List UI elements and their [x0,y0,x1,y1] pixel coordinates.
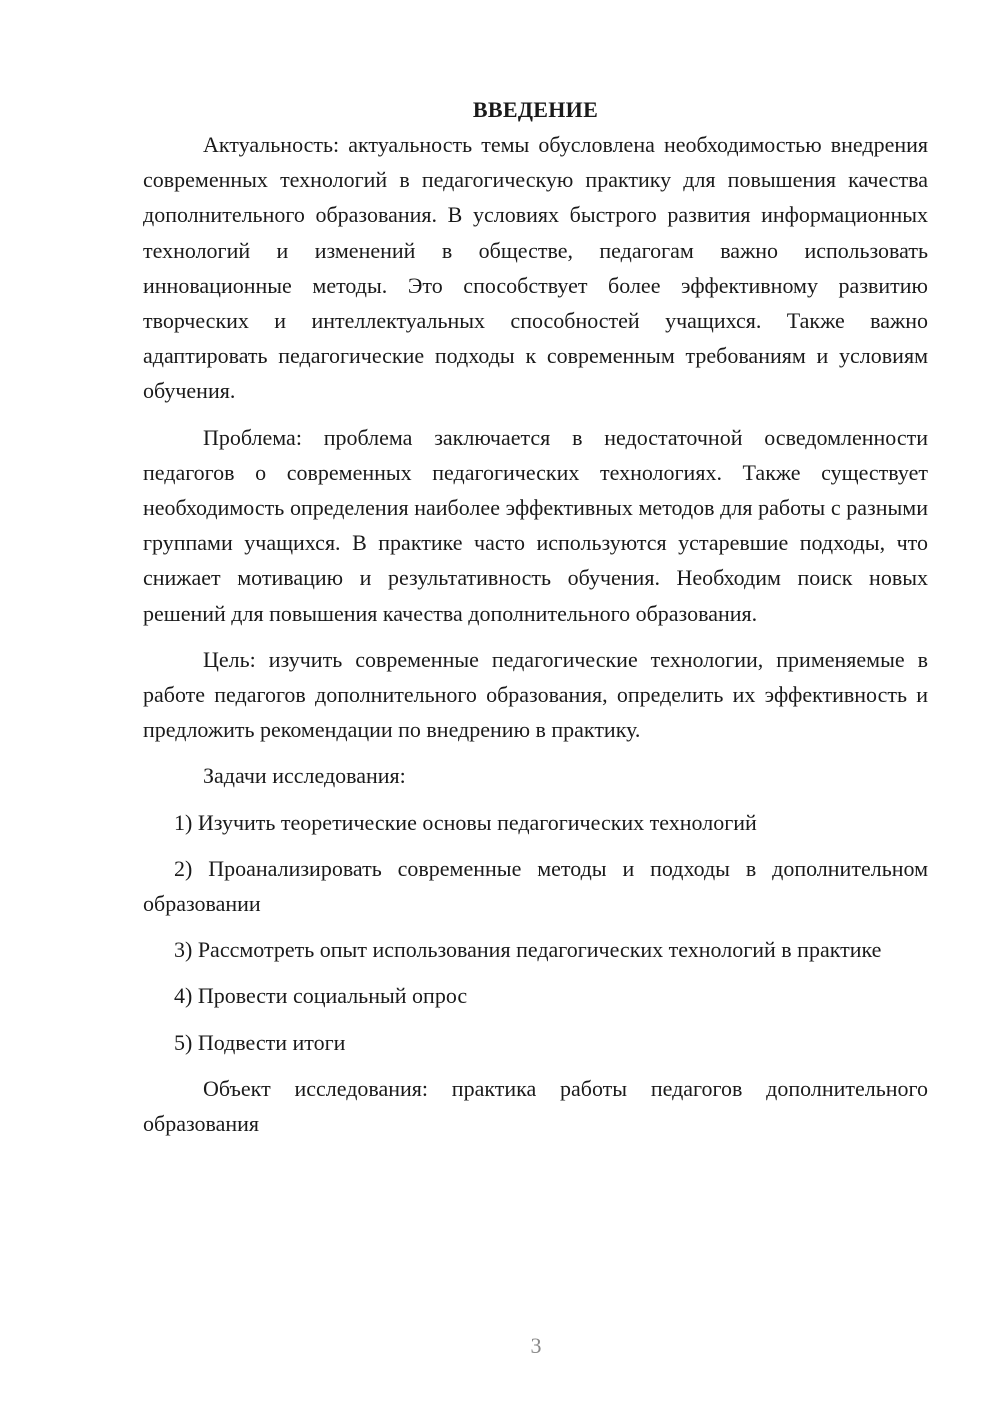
paragraph-goal: Цель: изучить современные педагогические технологии, применяемые в работе педагогов дополнительного образования, определить их эффективность и предложить рекомендации по внедрению в практику. [143,646,928,743]
paragraph-problem: Проблема: проблема заключается в недостаточной осведомленности педагогов о современных педагогических технологиях. Также существует необходимость определения наиболее эффективных методов для работы с разными группами учащихся. В практике часто используются устаревшие подходы, что снижает мотивацию и результативность обучения. Необходим поиск новых решений для повышения качества дополнительного образования. [143,424,928,626]
task-item: 2) Проанализировать современные методы и подходы в дополнительном образовании [143,855,928,917]
paragraph-relevance: Актуальность: актуальность темы обусловлена необходимостью внедрения современных технологий в педагогическую практику для повышения качества дополнительного образования. В условиях быстрого развития информационных технологий и изменений в обществе, педагогам важно использовать инновационные методы. Это способствует более эффективному развитию творческих и интеллектуальных способностей учащихся. Также важно адаптировать педагогические подходы к современным требованиям и условиям обучения. [143,132,928,404]
task-item: 3) Рассмотреть опыт использования педагогических технологий в практике [174,937,882,963]
page-number: 3 [530,1333,542,1358]
tasks-header: Задачи исследования: [203,763,406,789]
task-item: 4) Провести социальный опрос [174,983,468,1009]
document-page [143,92,928,1152]
tasks-list [143,805,928,1060]
task-item: 1) Изучить теоретические основы педагогических технологий [174,809,757,835]
document-title: ВВЕДЕНИЕ [472,97,599,122]
task-item: 5) Подвести итоги [174,1029,346,1055]
paragraph-object: Объект исследования: практика работы педагогов дополнительного образования [143,1075,928,1137]
